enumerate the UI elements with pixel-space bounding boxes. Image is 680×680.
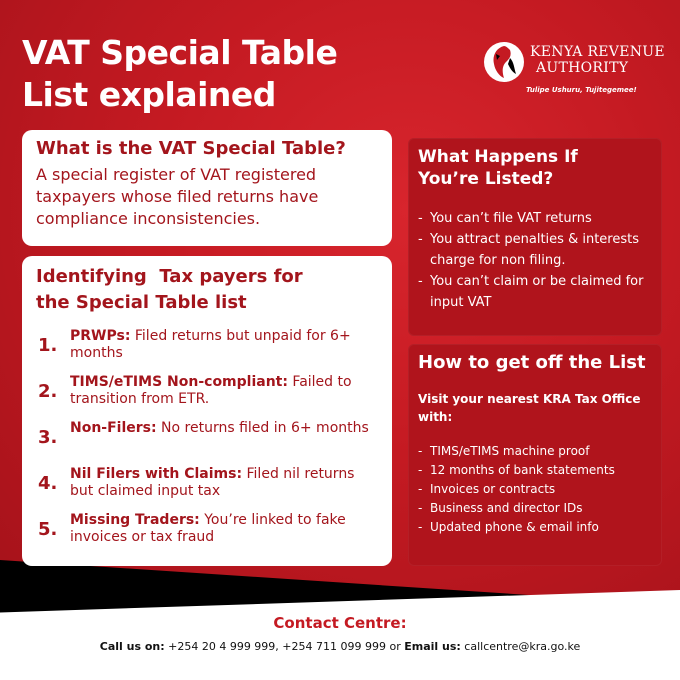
list-number: 4. bbox=[38, 473, 58, 494]
list-term: Non-Filers: bbox=[70, 420, 157, 436]
logo-name-line-1: KENYA REVENUE bbox=[530, 44, 665, 60]
what-happens-heading-line-1: What Happens If bbox=[418, 147, 578, 167]
list-item: - You can’t file VAT returns bbox=[418, 211, 592, 226]
contact-title: Contact Centre: bbox=[273, 614, 407, 632]
list-text bbox=[70, 328, 378, 362]
get-off-list-subheading: Visit your nearest KRA Tax Office with: bbox=[418, 392, 641, 424]
list-description: Filed nil returns but claimed input tax bbox=[70, 466, 355, 499]
list-text bbox=[70, 374, 378, 408]
list-text: You can’t file VAT returns bbox=[430, 211, 592, 226]
get-off-list-heading: How to get off the List bbox=[418, 352, 646, 373]
logo-name-line-2: AUTHORITY bbox=[536, 60, 629, 76]
get-off-list-panel bbox=[408, 344, 662, 566]
identify-heading-line-1: Identifying Tax payers for bbox=[36, 266, 303, 287]
logo-name bbox=[530, 44, 665, 76]
list-item: - 12 months of bank statements bbox=[418, 463, 615, 477]
email-address[interactable]: callcentre@kra.go.ke bbox=[460, 640, 581, 653]
list-description: No returns filed in 6+ months bbox=[156, 420, 369, 436]
list-text: Invoices or contracts bbox=[430, 482, 556, 496]
list-description: Failed to transition from ETR. bbox=[70, 374, 352, 407]
list-term: Nil Filers with Claims: bbox=[70, 466, 243, 482]
list-item bbox=[36, 420, 378, 456]
list-text: You can’t claim or be claimed for input VAT bbox=[430, 274, 644, 310]
list-text: Updated phone & email info bbox=[430, 520, 599, 534]
list-item bbox=[36, 512, 378, 548]
logo-motto: Tulipe Ushuru, Tujitegemee! bbox=[526, 86, 637, 94]
what-happens-panel bbox=[408, 138, 662, 336]
list-term: PRWPs: bbox=[70, 328, 131, 344]
list-number: 1. bbox=[38, 335, 58, 356]
lion-head-icon bbox=[482, 40, 526, 84]
list-term: Missing Traders: bbox=[70, 512, 200, 528]
call-label: Call us on: bbox=[99, 640, 165, 653]
list-description: Filed returns but unpaid for 6+ months bbox=[70, 328, 351, 361]
list-item: - You can’t claim or be claimed for input VAT bbox=[418, 274, 644, 310]
title-line-1: VAT Special Table bbox=[22, 33, 338, 72]
list-item: - Updated phone & email info bbox=[418, 520, 599, 534]
list-item: - TIMS/eTIMS machine proof bbox=[418, 444, 590, 458]
list-number: 2. bbox=[38, 381, 58, 402]
list-item bbox=[36, 466, 378, 502]
list-text bbox=[70, 466, 378, 500]
list-text: Business and director IDs bbox=[430, 501, 583, 515]
identify-heading-line-2: the Special Table list bbox=[36, 292, 247, 313]
list-term: TIMS/eTIMS Non-compliant: bbox=[70, 374, 288, 390]
what-is-heading: What is the VAT Special Table? bbox=[36, 138, 346, 159]
title-line-2: List explained bbox=[22, 75, 276, 114]
email-label: Email us: bbox=[404, 640, 461, 653]
identify-card bbox=[22, 256, 392, 566]
list-item: - Invoices or contracts bbox=[418, 482, 556, 496]
list-number: 3. bbox=[38, 427, 58, 448]
list-description: You’re linked to fake invoices or tax fraud bbox=[70, 512, 346, 545]
identify-heading bbox=[36, 264, 378, 316]
what-happens-heading bbox=[418, 146, 652, 190]
kra-logo bbox=[482, 40, 667, 100]
phone-numbers: +254 20 4 999 999, +254 711 099 999 or bbox=[164, 640, 405, 653]
list-number: 5. bbox=[38, 519, 58, 540]
list-text: TIMS/eTIMS machine proof bbox=[430, 444, 590, 458]
list-text bbox=[70, 512, 378, 546]
list-text: You attract penalties & interests charge for non filing. bbox=[430, 232, 639, 268]
poster-title bbox=[22, 32, 402, 116]
list-text bbox=[70, 420, 378, 437]
what-happens-list bbox=[418, 208, 652, 313]
list-item: - You attract penalties & interests charge for non filing. bbox=[418, 232, 639, 268]
list-text: 12 months of bank statements bbox=[430, 463, 615, 477]
list-item: - Business and director IDs bbox=[418, 501, 583, 515]
list-item bbox=[36, 374, 378, 410]
what-is-card bbox=[22, 130, 392, 246]
identify-list bbox=[36, 328, 378, 548]
contact-line bbox=[0, 640, 680, 653]
what-happens-heading-line-2: You’re Listed? bbox=[418, 169, 554, 189]
get-off-list-items bbox=[418, 442, 652, 537]
list-item bbox=[36, 328, 378, 364]
what-is-text: A special register of VAT registered taxpayers whose filed returns have compliance inconsistencies. bbox=[36, 165, 319, 228]
